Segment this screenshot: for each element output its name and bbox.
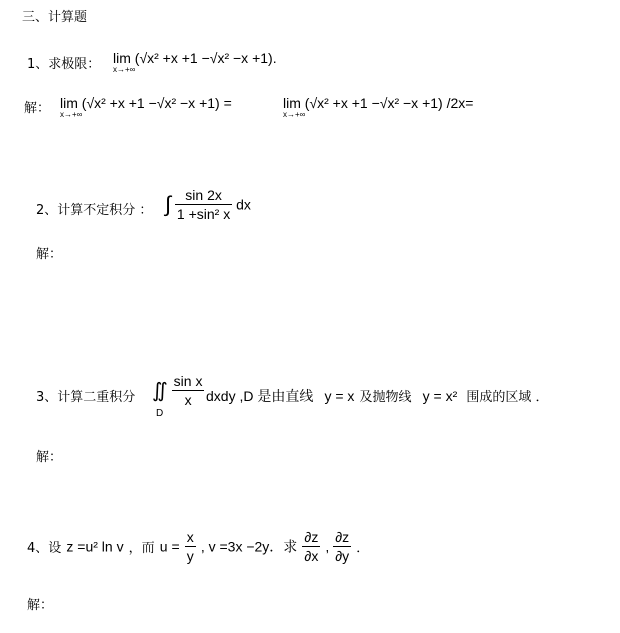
q2-numerator: sin 2x [175,186,232,205]
q1-solution-label: 解： [24,101,51,116]
q3-integral-sign: ∬ [152,380,168,402]
q2-denominator: 1 +sin² x [176,206,231,222]
q1-sol-lim-a: lim [60,95,78,111]
q3-fraction [172,372,205,409]
q1-expr: (√x² +x +1 −√x² −x +1). [134,50,277,66]
q3-expression [152,372,204,419]
q4-z-eq: z =u² ln v [66,538,124,555]
q1-solution-expr-b: (√x² +x +1 −√x² −x +1) /2x= [304,95,474,111]
q2-fraction [175,186,232,223]
q1-solution-expr-a: (√x² +x +1 −√x² −x +1) = [81,95,232,111]
q4-dzdy-den: ∂y [335,548,350,564]
q1-lim-sub: x→+∞ [113,65,136,74]
q1-sol-lim-sub-b: x→+∞ [283,110,306,119]
q2-solution-label: 解： [36,247,63,262]
q3-end: 围成的区域 ． [466,390,549,405]
q3-domain: D [156,408,164,419]
q3-mid: 及抛物线 [359,390,412,405]
q4-u-den: y [186,548,194,564]
q3-denominator: x [184,392,192,408]
q4-dzdy-num: ∂z [335,529,350,545]
q2-expression [165,186,251,223]
q4-v-eq: , v =3x −2y．求 [200,538,298,555]
q4-u-fraction [185,528,196,565]
q1-expression [113,50,277,74]
q3-line-eq: y = x [324,388,355,404]
q1-label: 1、求极限： [27,57,101,72]
q4-u-eq: u = [159,538,180,555]
q4-label: 4、设 [27,541,62,556]
q4-dzdx-den: ∂x [304,548,319,564]
q1-lim: lim [113,50,131,66]
q3-numerator: sin x [173,373,203,389]
section-title: 三、计算题 [22,10,88,25]
q3-solution-label: 解： [36,450,63,465]
q2-integral-sign: ∫ [165,191,172,217]
q1-solution-part-b [283,95,474,119]
q3-label: 3、计算二重积分 [36,390,136,405]
q4-u-num: x [186,529,194,545]
q3-tail: dxdy ,D 是由直线 [206,388,314,404]
q4-solution-label: 解： [27,598,54,613]
q1-sol-lim-b: lim [283,95,301,111]
q4-dzdx-num: ∂z [304,529,319,545]
q2-label: 2、计算不定积分 ： [36,203,153,218]
q4-expression: 4、设 z =u² ln v ，而 u = $\frac{x}{y}$ , v =3x −2y．求 $\frac{\partial z}{\partial x}$ , $\frac{\partial z}{\partial y}$ ． [27,529,370,564]
q4-er: ，而 [128,541,155,556]
q4-dzdx-fraction [302,528,320,565]
q2-dx: dx [236,196,251,213]
q3-parabola-eq: y = x² [422,388,458,404]
q3-tail-group [206,386,548,406]
q4-end: ． [356,541,370,556]
q1-sol-lim-sub-a: x→+∞ [60,110,83,119]
q1-solution-part-a [60,95,232,119]
q4-dzdy-fraction [333,528,351,565]
